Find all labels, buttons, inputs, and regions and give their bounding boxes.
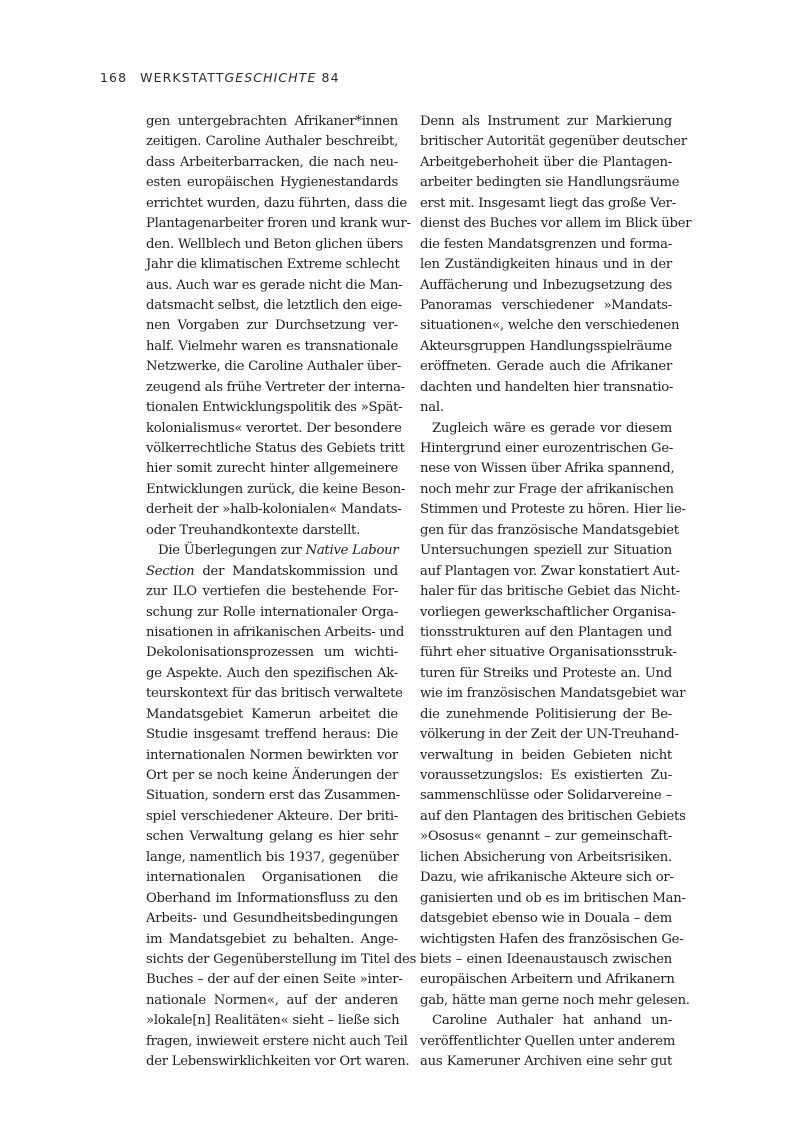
text-line	[146, 562, 398, 582]
text-segment: spiel verschiedener Akteure. Der briti-	[146, 808, 398, 824]
text-line	[420, 214, 692, 234]
text-segment: wie im französischen Mandatsgebiet war	[420, 686, 686, 702]
text-segment: hier somit zurecht hinter allgemeinere	[146, 461, 398, 477]
text-segment: nisationen in afrikanischen Arbeits- und	[146, 624, 405, 640]
text-line	[146, 868, 398, 888]
text-line	[420, 378, 672, 398]
text-line	[146, 194, 407, 214]
text-segment: ganisierten und ob es im britischen Man-	[420, 890, 686, 906]
text-segment: tionsstrukturen auf den Plantagen und	[420, 624, 672, 640]
text-segment: Hintergrund einer eurozentrischen Ge-	[420, 441, 674, 456]
text-segment: datsmacht selbst, die letztlich den eige-	[146, 297, 402, 313]
text-segment: eröffneten. Gerade auch die Afrikaner	[420, 359, 672, 375]
text-segment: der Mandatskommission und	[194, 563, 398, 579]
text-segment: aus Kameruner Archiven eine sehr gut	[420, 1054, 672, 1070]
running-head	[100, 70, 340, 85]
text-segment: oder Treuhandkontexte darstellt.	[146, 522, 361, 538]
text-line	[420, 337, 672, 357]
issue-number: 84	[321, 70, 340, 85]
text-line	[146, 991, 398, 1011]
text-segment: Ort per se noch keine Änderungen der	[146, 768, 398, 783]
text-segment: nationale Normen«, auf der anderen	[146, 992, 398, 1008]
text-line	[146, 357, 402, 377]
text-segment: dienst des Buches vor allem im Blick über	[420, 216, 692, 232]
text-line	[420, 439, 672, 459]
text-line	[420, 296, 672, 316]
text-line	[420, 398, 672, 418]
text-line	[420, 786, 672, 806]
text-segment: Dazu, wie afrikanische Akteure sich or-	[420, 870, 674, 886]
text-segment: den. Wellblech und Beton glichen übers	[146, 236, 403, 252]
text-segment: auf Plantagen vor. Zwar konstatiert Aut-	[420, 563, 680, 579]
text-line	[420, 235, 672, 255]
text-line	[420, 725, 679, 745]
text-segment: europäischen Arbeitern und Afrikanern	[420, 972, 675, 988]
text-segment: wichtigsten Hafen des französischen Ge-	[420, 931, 684, 947]
text-line	[420, 705, 672, 725]
text-segment: noch mehr zur Frage der afrikanischen	[420, 481, 674, 497]
text-line	[420, 1032, 676, 1052]
text-line	[146, 950, 417, 970]
text-line	[146, 909, 398, 929]
text-segment: die zunehmende Politisierung der Be-	[420, 706, 672, 722]
text-segment: Panoramas verschiedener »Mandats-	[420, 297, 672, 313]
text-line	[146, 766, 398, 786]
text-segment: Oberhand im Informationsfluss zu den	[146, 890, 398, 906]
text-segment: die festen Mandatsgrenzen und forma-	[420, 236, 672, 252]
text-segment: nese von Wissen über Afrika spannend,	[420, 461, 675, 477]
text-line	[420, 807, 686, 827]
text-line	[146, 521, 398, 541]
text-segment: schung zur Rolle internationaler Orga-	[146, 604, 398, 620]
text-line	[420, 970, 675, 990]
text-segment: voraussetzungslos: Es existierten Zu-	[420, 768, 672, 783]
text-line	[420, 173, 680, 193]
text-line	[146, 848, 398, 868]
text-line	[420, 930, 684, 950]
text-segment: Situation, sondern erst das Zusammen-	[146, 788, 401, 804]
text-line	[146, 705, 398, 725]
text-line	[146, 398, 403, 418]
text-line	[146, 684, 403, 704]
text-segment: aus. Auch war es gerade nicht die Man-	[146, 277, 403, 293]
text-line	[420, 1011, 672, 1031]
text-line	[420, 827, 672, 847]
text-segment: zur ILO vertiefen die bestehende For-	[146, 584, 398, 600]
text-segment: Netzwerke, die Caroline Authaler über-	[146, 359, 402, 375]
text-line	[146, 827, 398, 847]
text-line	[420, 132, 687, 152]
text-line	[420, 112, 672, 132]
text-segment: gen für das französische Mandatsgebiet	[420, 522, 679, 538]
text-segment: Zugleich wäre es gerade vor diesem	[432, 420, 672, 436]
text-segment: britischer Autorität gegenüber deutscher	[420, 134, 687, 150]
text-segment: Stimmen und Proteste zu hören. Hier lie-	[420, 502, 686, 518]
text-segment: Die Überlegungen zur	[158, 543, 306, 559]
text-line	[146, 235, 403, 255]
text-segment: völkerung in der Zeit der UN-Treuhand-	[420, 727, 679, 743]
text-segment: »Ososus« genannt – zur gemeinschaft-	[420, 829, 672, 845]
text-line	[146, 603, 398, 623]
left-text-column	[146, 112, 417, 1073]
text-line	[420, 562, 680, 582]
text-segment: erst mit. Insgesamt liegt das große Ver-	[420, 195, 676, 211]
text-line	[146, 1011, 398, 1031]
text-segment: haler für das britische Gebiet das Nicht-	[420, 584, 680, 600]
text-line	[146, 132, 398, 152]
text-line	[146, 316, 398, 336]
page-number: 168	[100, 70, 128, 85]
text-line	[420, 909, 672, 929]
text-segment: auf den Plantagen des britischen Gebiets	[420, 808, 686, 824]
text-segment: datsgebiet ebenso wie in Douala – dem	[420, 911, 672, 927]
text-line	[146, 153, 398, 173]
text-line	[146, 337, 398, 357]
text-segment: derheit der »halb-kolonialen« Mandats-	[146, 502, 402, 518]
text-segment: Plantagenarbeiter froren und krank wur-	[146, 216, 411, 232]
text-segment: sammenschlüsse oder Solidarvereine –	[420, 788, 672, 804]
text-line	[420, 746, 672, 766]
text-segment: lange, namentlich bis 1937, gegenüber	[146, 849, 399, 865]
text-segment: half. Vielmehr waren es transnationale	[146, 338, 398, 354]
text-line	[146, 1032, 408, 1052]
text-line	[420, 153, 672, 173]
text-segment: esten europäischen Hygienestandards	[146, 175, 398, 191]
text-segment: turen für Streiks und Proteste an. Und	[420, 665, 672, 681]
text-line	[146, 725, 398, 745]
text-line	[420, 1052, 672, 1072]
text-line	[146, 419, 402, 439]
text-segment: biets – einen Ideenaustausch zwischen	[420, 951, 672, 967]
text-segment: zeitigen. Caroline Authaler beschreibt,	[146, 134, 398, 150]
text-line	[146, 786, 401, 806]
text-segment: lichen Absicherung von Arbeitsrisiken.	[420, 849, 672, 865]
text-line	[420, 950, 672, 970]
text-line	[420, 419, 672, 439]
italic-title-text: Native Labour	[305, 543, 399, 559]
text-segment: veröffentlichter Quellen unter anderem	[420, 1033, 676, 1049]
text-line	[146, 255, 398, 275]
text-line	[146, 643, 398, 663]
text-line	[420, 848, 672, 868]
text-segment: sichts der Gegenüberstellung im Titel des	[146, 951, 417, 967]
text-line	[146, 664, 398, 684]
italic-title-text: Section	[146, 563, 195, 579]
text-line	[146, 276, 403, 296]
text-segment: gab, hätte man gerne noch mehr gelesen.	[420, 992, 690, 1008]
text-line	[420, 357, 672, 377]
text-line	[146, 296, 402, 316]
text-segment: im Mandatsgebiet zu behalten. Ange-	[146, 931, 398, 947]
text-segment: Arbeitgeberhoheit über die Plantagen-	[420, 154, 672, 170]
text-line	[146, 173, 398, 193]
text-segment: Jahr die klimatischen Extreme schlecht	[146, 257, 400, 273]
text-segment: Mandatsgebiet Kamerun arbeitet die	[146, 706, 398, 722]
text-segment: internationalen Organisationen die	[146, 870, 398, 886]
text-line	[146, 480, 406, 500]
text-line	[146, 378, 405, 398]
text-segment: Dekolonisationsprozessen um wichti-	[146, 645, 398, 661]
text-line	[420, 480, 672, 500]
text-line	[420, 603, 676, 623]
text-segment: »lokale[n] Realitäten« sieht – ließe sich	[146, 1013, 400, 1029]
text-line	[146, 112, 398, 132]
text-segment: situationen«, welche den verschiedenen	[420, 318, 680, 334]
text-line	[146, 541, 398, 561]
text-segment: zeugend als frühe Vertreter der interna-	[146, 379, 405, 395]
text-segment: verwaltung in beiden Gebieten nicht	[420, 747, 672, 763]
text-line	[420, 889, 686, 909]
text-segment: tionalen Entwicklungspolitik des »Spät-	[146, 400, 403, 416]
text-segment: arbeiter bedingten sie Handlungsräume	[420, 175, 680, 191]
text-line	[146, 807, 398, 827]
text-line	[146, 746, 398, 766]
text-line	[420, 194, 676, 214]
text-segment: nal.	[420, 400, 444, 416]
text-line	[146, 623, 405, 643]
text-line	[420, 541, 672, 561]
text-line	[420, 643, 677, 663]
text-line	[420, 276, 672, 296]
text-line	[420, 521, 679, 541]
text-line	[420, 500, 686, 520]
text-segment: Denn als Instrument zur Markierung	[420, 114, 672, 129]
text-segment: Untersuchungen speziell zur Situation	[420, 543, 672, 559]
text-line	[420, 582, 680, 602]
text-segment: Buches – der auf der einen Seite »inter-	[146, 972, 403, 988]
text-segment: schen Verwaltung gelang es hier sehr	[146, 829, 398, 845]
text-segment: völkerrechtliche Status des Gebiets tritt	[146, 441, 405, 456]
text-segment: errichtet wurden, dazu führten, dass die	[146, 195, 407, 211]
text-line	[146, 582, 398, 602]
text-segment: vorliegen gewerkschaftlicher Organisa-	[420, 604, 676, 620]
text-segment: Caroline Authaler hat anhand un-	[432, 1013, 672, 1029]
text-segment: der Lebenswirklichkeiten vor Ort waren.	[146, 1054, 410, 1070]
text-line	[146, 1052, 410, 1072]
text-segment: dass Arbeiterbarracken, die nach neu-	[146, 154, 398, 170]
text-segment: ge Aspekte. Auch den spezifischen Ak-	[146, 665, 398, 681]
text-segment: Arbeits- und Gesundheitsbedingungen	[146, 911, 398, 927]
text-segment: internationalen Normen bewirkten vor	[146, 747, 398, 763]
text-line	[146, 500, 402, 520]
text-segment: teurskontext für das britisch verwaltete	[146, 686, 403, 702]
text-line	[420, 316, 680, 336]
text-line	[420, 623, 672, 643]
text-segment: Akteursgruppen Handlungsspielräume	[420, 338, 672, 354]
text-segment: nen Vorgaben zur Durchsetzung ver-	[146, 318, 398, 334]
text-segment: len Zuständigkeiten hinaus und in der	[420, 257, 672, 273]
text-line	[146, 889, 398, 909]
text-line	[146, 439, 405, 459]
text-line	[146, 930, 398, 950]
series-title-part2: GESCHICHTE	[224, 70, 317, 85]
series-title-part1: WERKSTATT	[140, 70, 225, 85]
text-segment: gen untergebrachten Afrikaner*innen	[146, 114, 398, 129]
text-line	[420, 459, 675, 479]
text-segment: kolonialismus« verortet. Der besondere	[146, 420, 402, 436]
text-line	[146, 459, 398, 479]
text-segment: Entwicklungen zurück, die keine Beson-	[146, 481, 406, 497]
text-line	[420, 991, 690, 1011]
text-segment: führt eher situative Organisationsstruk-	[420, 645, 677, 661]
text-line	[420, 255, 672, 275]
text-segment: Studie insgesamt treffend heraus: Die	[146, 727, 398, 743]
text-line	[420, 868, 672, 888]
text-line	[420, 684, 686, 704]
text-segment: dachten und handelten hier transnatio-	[420, 379, 674, 395]
text-segment: Auffächerung und Inbezugsetzung des	[420, 277, 672, 293]
text-line	[146, 214, 411, 234]
text-line	[146, 970, 403, 990]
text-line	[420, 664, 672, 684]
right-text-column	[420, 112, 692, 1073]
text-line	[420, 766, 672, 786]
text-segment: fragen, inwieweit erstere nicht auch Teil	[146, 1033, 408, 1049]
